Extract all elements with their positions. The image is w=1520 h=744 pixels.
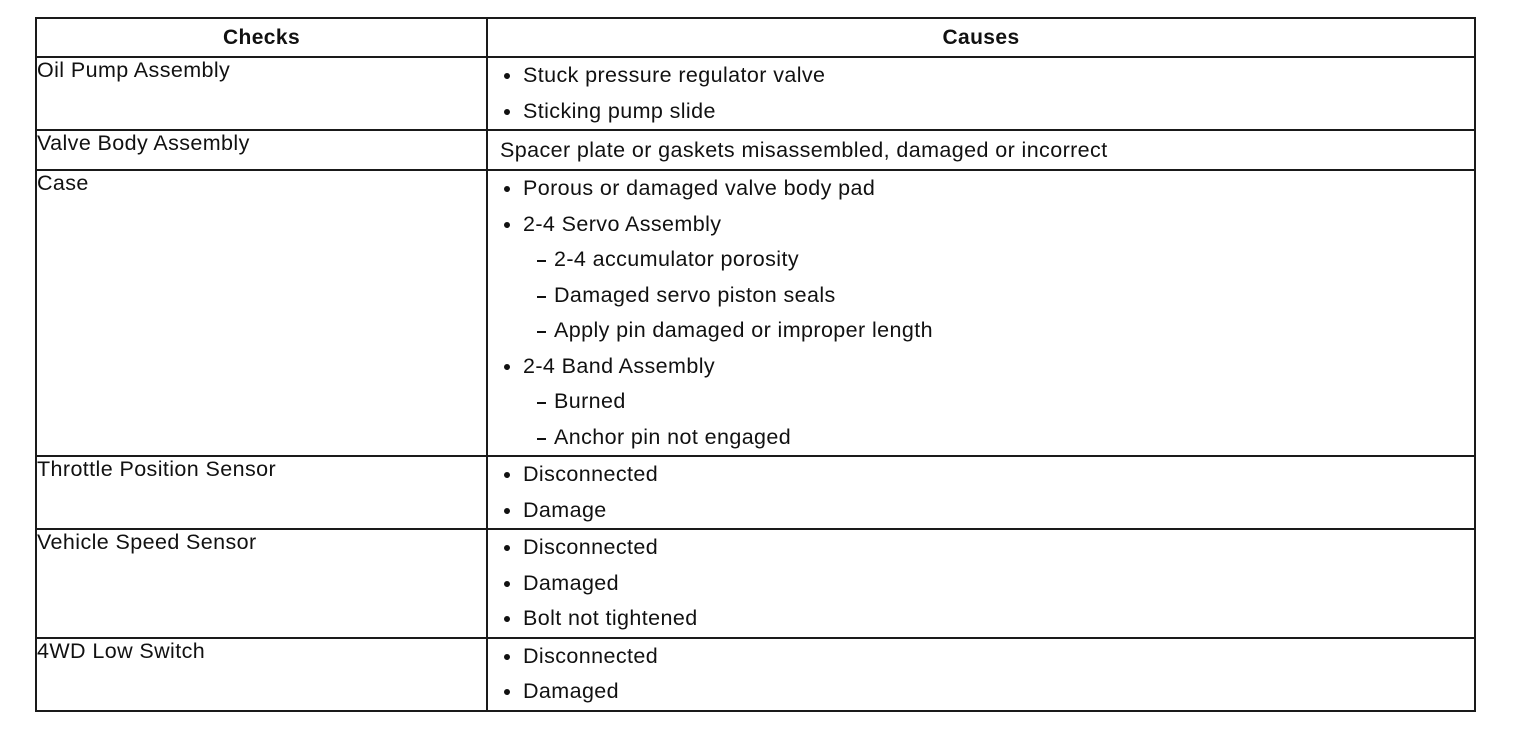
cause-item: Disconnected <box>488 457 1474 493</box>
sub-cause-item: 2-4 accumulator porosity <box>523 242 1474 278</box>
check-cell: Case <box>36 170 487 456</box>
diagnosis-table-container <box>35 17 1474 712</box>
column-header-checks: Checks <box>36 18 487 57</box>
cause-item <box>488 349 1474 456</box>
table-row <box>36 130 1475 170</box>
sub-cause-item: Anchor pin not engaged <box>523 420 1474 456</box>
sub-cause-item: Damaged servo piston seals <box>523 278 1474 314</box>
check-cell: Oil Pump Assembly <box>36 57 487 130</box>
cause-item <box>488 171 1474 207</box>
cause-item: Damage <box>488 493 1474 529</box>
cause-list <box>488 530 1474 637</box>
cause-item: Sticking pump slide <box>488 94 1474 130</box>
column-header-causes: Causes <box>487 18 1475 57</box>
header-row <box>36 18 1475 57</box>
cause-item-text: Porous or damaged valve body pad <box>523 176 876 200</box>
cause-item: Disconnected <box>488 639 1474 675</box>
check-cell: Vehicle Speed Sensor <box>36 529 487 638</box>
sub-cause-list <box>523 242 1474 349</box>
table-row <box>36 456 1475 529</box>
check-cell: Throttle Position Sensor <box>36 456 487 529</box>
table-row <box>36 170 1475 456</box>
check-cell: Valve Body Assembly <box>36 130 487 170</box>
sub-cause-item: Burned <box>523 384 1474 420</box>
cause-list <box>488 171 1474 455</box>
causes-cell <box>487 456 1475 529</box>
causes-cell <box>487 529 1475 638</box>
cause-item: Stuck pressure regulator valve <box>488 58 1474 94</box>
cause-item-text: 2-4 Servo Assembly <box>523 211 722 236</box>
cause-item <box>488 207 1474 349</box>
causes-cell <box>487 638 1475 711</box>
table-row <box>36 638 1475 711</box>
check-cell: 4WD Low Switch <box>36 638 487 711</box>
sub-cause-list <box>523 384 1474 455</box>
causes-cell <box>487 57 1475 130</box>
cause-list <box>488 639 1474 710</box>
table-row <box>36 57 1475 130</box>
sub-cause-item: Apply pin damaged or improper length <box>523 313 1474 349</box>
causes-cell: Spacer plate or gaskets misassembled, damaged or incorrect <box>487 130 1475 170</box>
checks-causes-table <box>35 17 1476 712</box>
table-row <box>36 529 1475 638</box>
causes-cell <box>487 170 1475 456</box>
cause-item: Disconnected <box>488 530 1474 566</box>
cause-item: Bolt not tightened <box>488 601 1474 637</box>
cause-item-text: 2-4 Band Assembly <box>523 353 716 378</box>
cause-list <box>488 457 1474 528</box>
cause-item: Damaged <box>488 674 1474 710</box>
cause-item: Damaged <box>488 566 1474 602</box>
cause-list <box>488 58 1474 129</box>
